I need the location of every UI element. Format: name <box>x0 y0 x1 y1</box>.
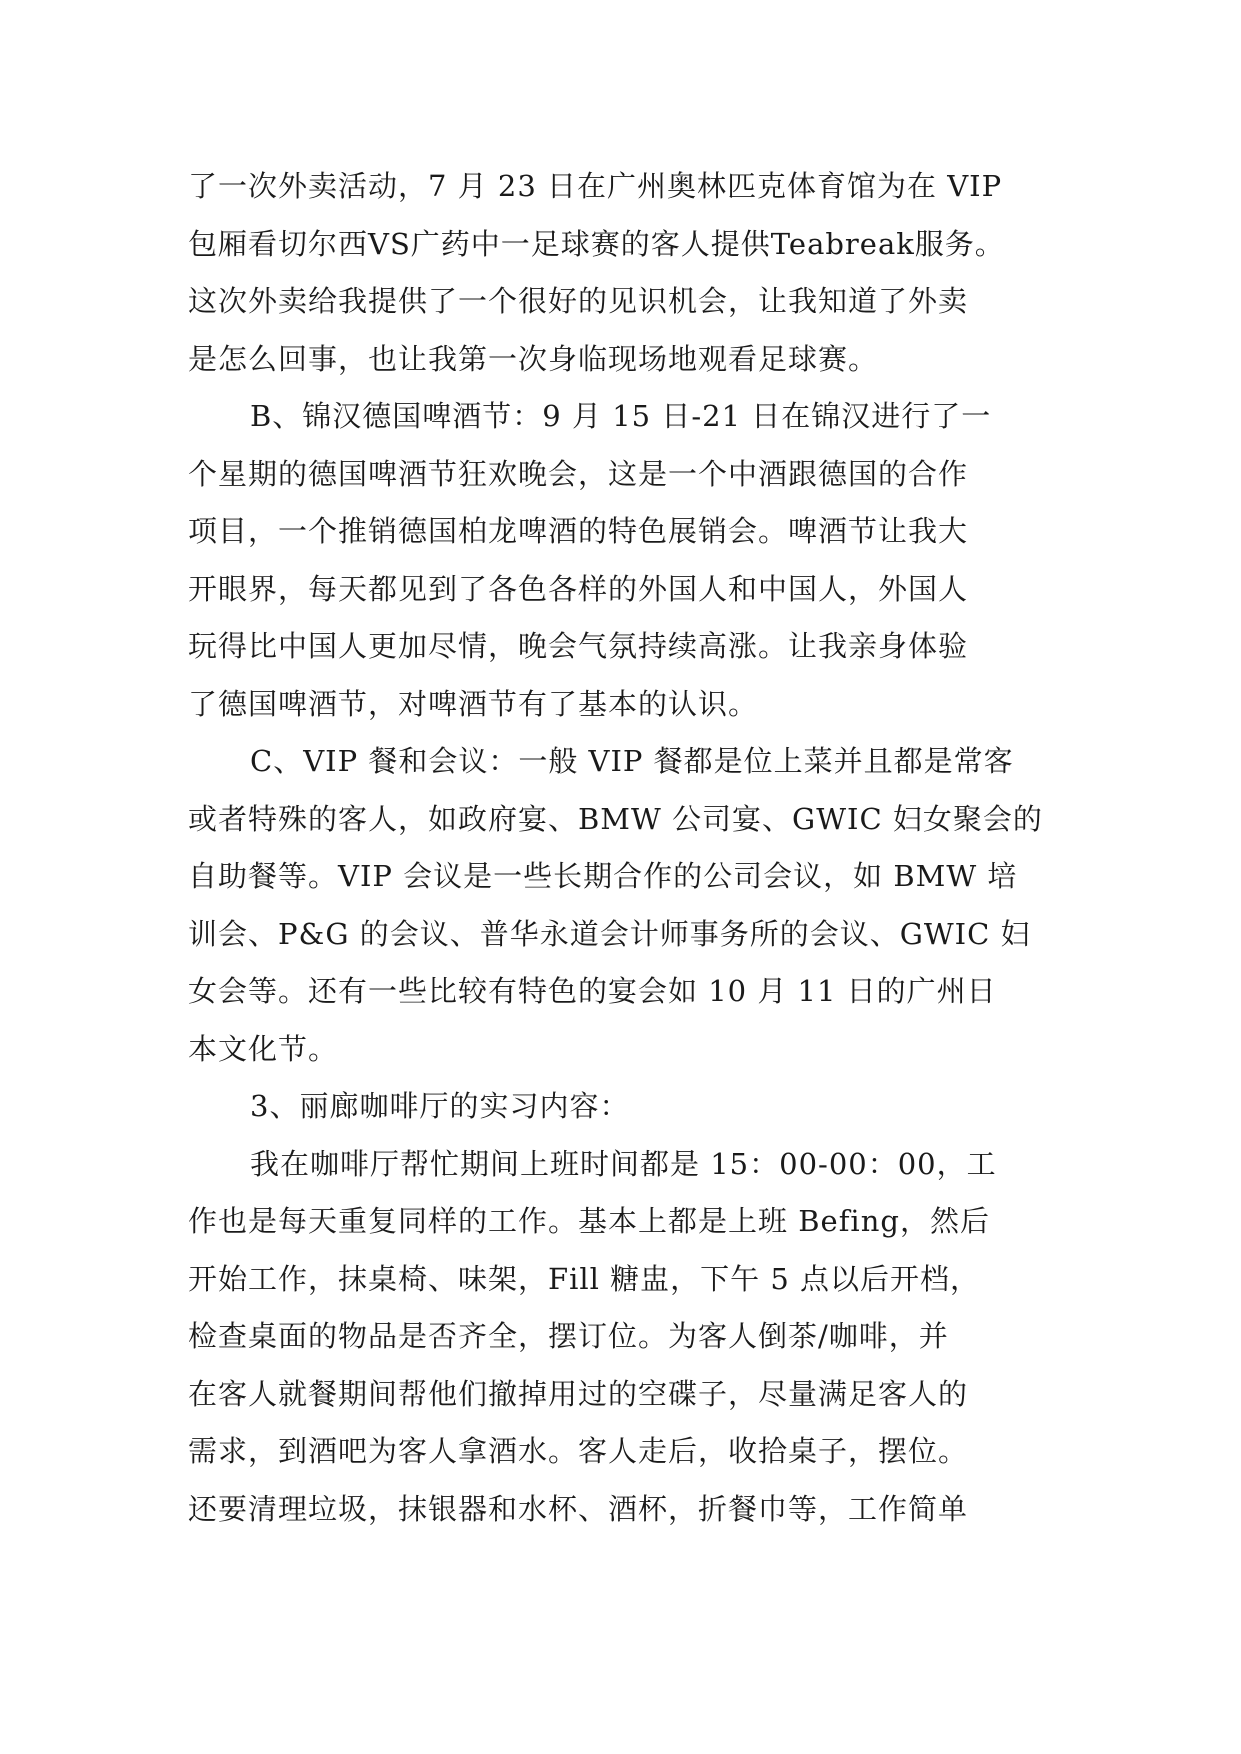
text-line: 了一次外卖活动，7 月 23 日在广州奥林匹克体育馆为在 VIP <box>188 169 1003 203</box>
text-line: 训会、P&G 的会议、普华永道会计师事务所的会议、GWIC 妇 <box>188 916 1031 951</box>
text-line: 了德国啤酒节，对啤酒节有了基本的认识。 <box>188 686 759 721</box>
body-text <box>188 158 1088 1538</box>
text-line: 自助餐等。VIP 会议是一些长期合作的公司会议，如 BMW 培 <box>188 859 1018 893</box>
text-line: 在客人就餐期间帮他们撤掉用过的空碟子，尽量满足客人的 <box>188 1376 969 1411</box>
text-line: 需求，到酒吧为客人拿酒水。客人走后，收拾桌子，摆位。 <box>188 1434 969 1468</box>
section-heading: 3、丽廊咖啡厅的实习内容： <box>250 1089 630 1123</box>
text-line: 我在咖啡厅帮忙期间上班时间都是 15：00-00：00，工 <box>250 1146 997 1181</box>
text-line: 包厢看切尔西VS广药中一足球赛的客人提供Teabreak服务。 <box>188 226 1005 261</box>
text-line: 作也是每天重复同样的工作。基本上都是上班 Befing，然后 <box>188 1204 990 1238</box>
text-line: 还要清理垃圾，抹银器和水杯、酒杯，折餐巾等，工作简单 <box>188 1491 969 1526</box>
text-line: C、VIP 餐和会议：一般 VIP 餐都是位上菜并且都是常客 <box>250 744 1014 778</box>
text-line: 是怎么回事，也让我第一次身临现场地观看足球赛。 <box>188 341 879 376</box>
text-line: 项目，一个推销德国柏龙啤酒的特色展销会。啤酒节让我大 <box>188 514 969 548</box>
text-line: 开眼界，每天都见到了各色各样的外国人和中国人，外国人 <box>188 571 969 606</box>
text-line: 个星期的德国啤酒节狂欢晚会，这是一个中酒跟德国的合作 <box>188 456 969 491</box>
text-line: 检查桌面的物品是否齐全，摆订位。为客人倒茶/咖啡，并 <box>188 1319 949 1353</box>
text-line: B、锦汉德国啤酒节：9 月 15 日-21 日在锦汉进行了一 <box>250 399 992 433</box>
text-line: 开始工作，抹桌椅、味架，Fill 糖盅，下午 5 点以后开档， <box>188 1261 981 1296</box>
text-line: 玩得比中国人更加尽情，晚会气氛持续高涨。让我亲身体验 <box>188 629 969 663</box>
text-line: 本文化节。 <box>188 1031 339 1066</box>
text-line: 这次外卖给我提供了一个很好的见识机会，让我知道了外卖 <box>188 284 969 318</box>
text-line: 女会等。还有一些比较有特色的宴会如 10 月 11 日的广州日 <box>188 974 997 1008</box>
text-line: 或者特殊的客人，如政府宴、BMW 公司宴、GWIC 妇女聚会的 <box>188 801 1043 836</box>
